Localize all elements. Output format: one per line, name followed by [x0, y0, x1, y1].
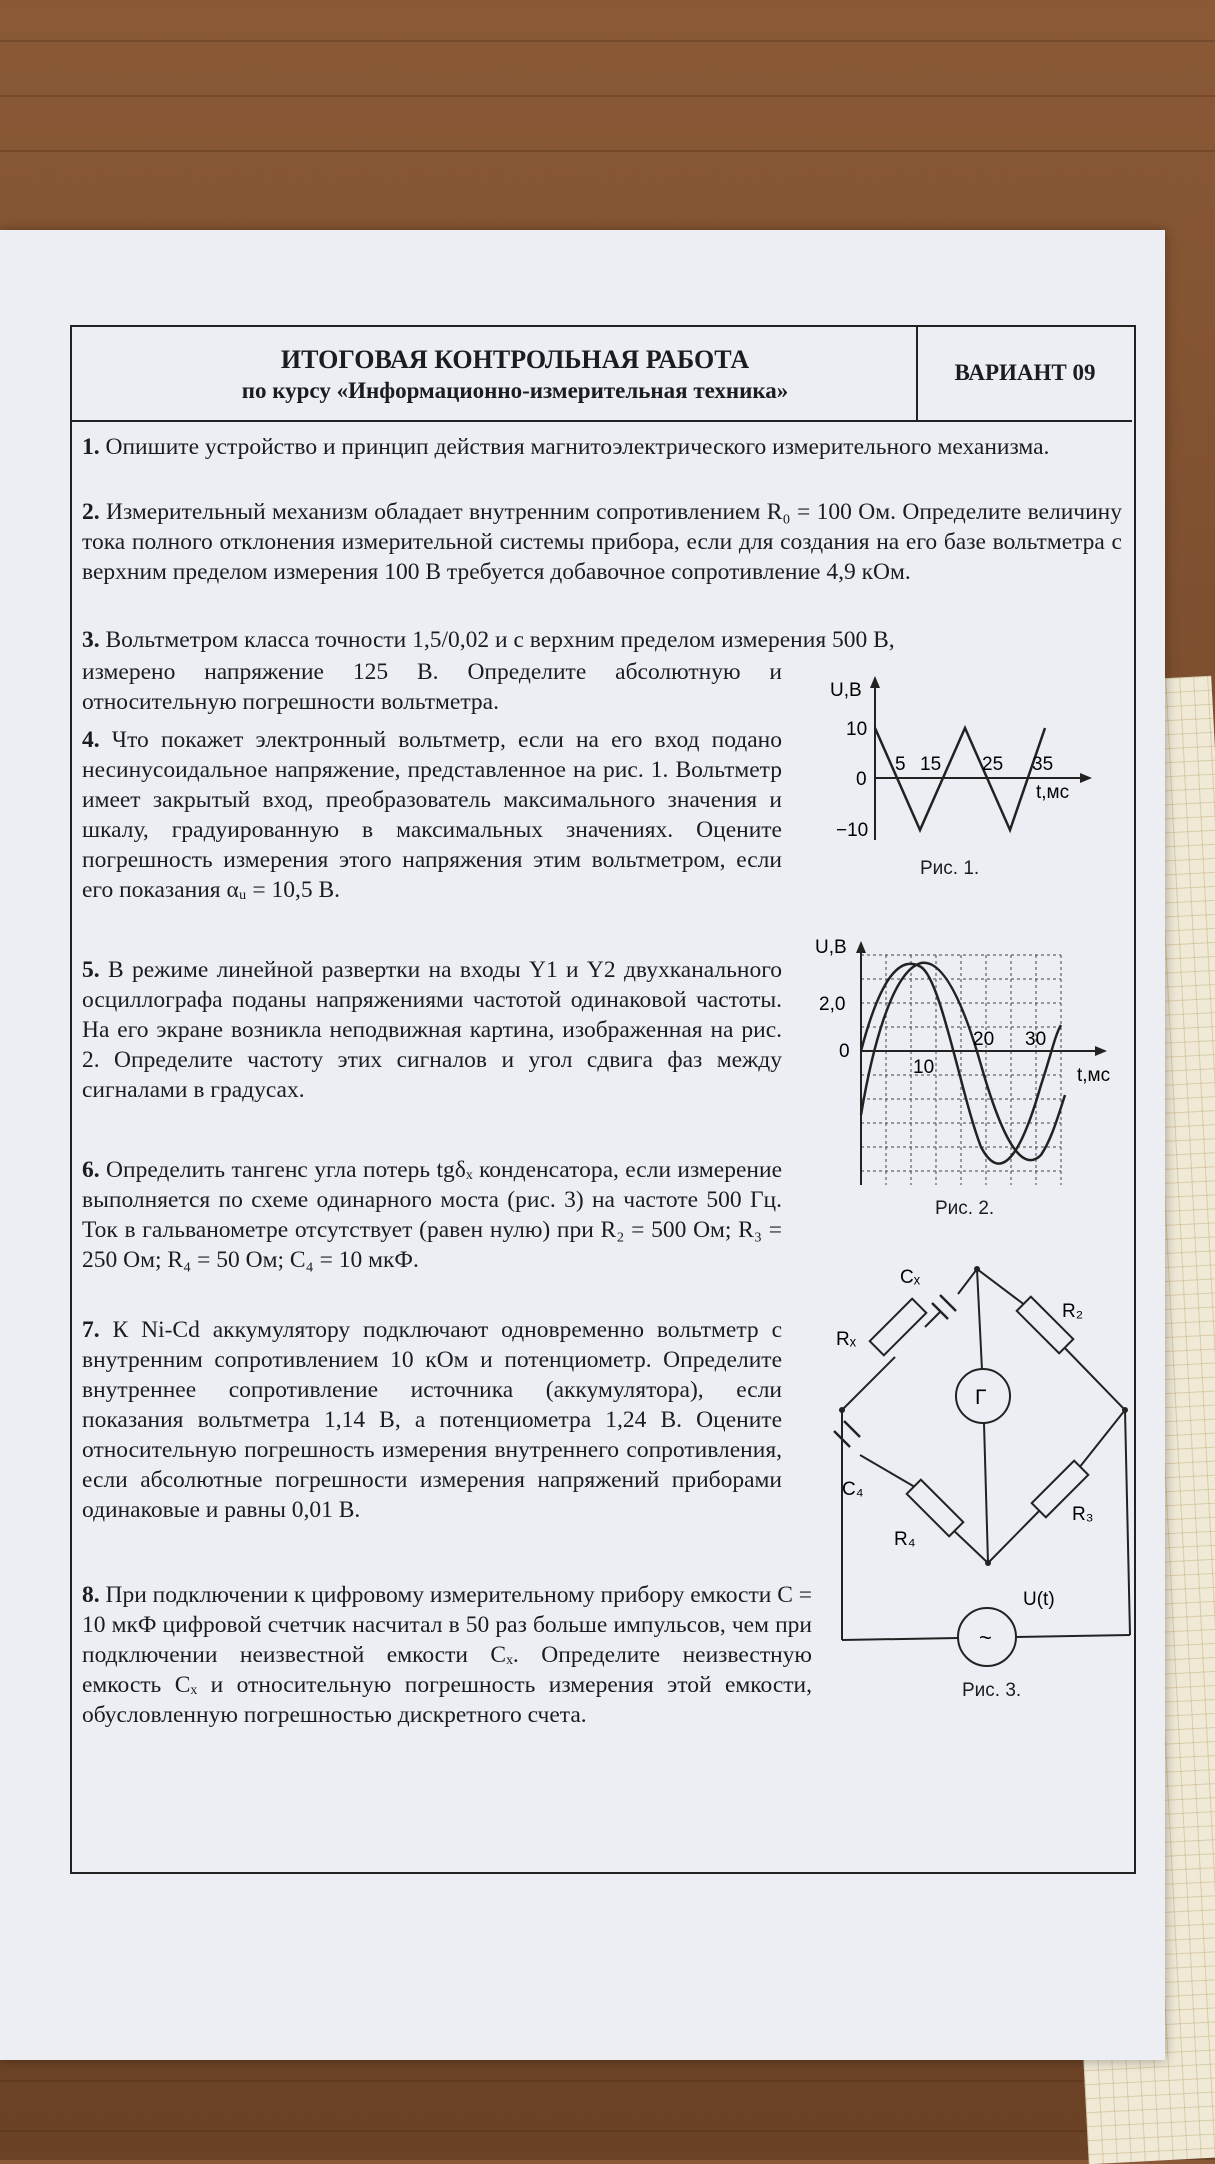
task-text: Опишите устройство и принцип действия магнитоэлектрического измерительного механизма. [105, 434, 1050, 460]
task-text: При подключении к цифровому измерительному прибору емкости C = 10 мкФ цифровой счетчик насчитал в 50 раз больше импульсов, чем при подключении неизвестной емкости Cₓ. Определите неизвестную емкость Cₓ и относительную погрешность измерения этой емкости, обусловленную погрешностью дискретного счета. [82, 1582, 813, 1728]
label-r4: R₄ [894, 1529, 916, 1550]
task-2 [82, 497, 1122, 587]
y-tick-10: 10 [846, 719, 868, 740]
task-number: 3. [82, 627, 100, 653]
y-axis-label: U,B [815, 937, 847, 958]
wire-r4-bottom [950, 1527, 988, 1563]
signal-y2 [861, 963, 1065, 1160]
figure-1-triangle-wave [820, 670, 1100, 860]
wire-bottom-r3 [988, 1505, 1045, 1563]
label-c4: C₄ [842, 1479, 864, 1500]
label-r2: R₂ [1062, 1301, 1084, 1322]
task-number: 2. [82, 499, 100, 525]
wire-source-bottom-right [1016, 1635, 1130, 1637]
wire-left-top [842, 1357, 895, 1410]
label-rx: Rₓ [836, 1329, 856, 1350]
task-text: Что покажет электронный вольтметр, если на его вход подано несинусоидальное напряжение, представленное на рис. 1. Вольтметр имеет закрытый вход, преобразователь максимального значения и шкалу, градуированную в максимальных значениях. Оцените погрешность измерения этого напряжения этим вольтметром, если его показания αᵤ = 10,5 В. [82, 727, 782, 903]
label-r3: R₃ [1072, 1504, 1094, 1525]
wire-cx-top [958, 1269, 977, 1294]
task-text: Измерительный механизм обладает внутренним сопротивлением R₀ = 100 Ом. Определите величину тока полного отклонения измерительной системы прибора, если для создания на его базе вольтметра с верхним пределом измерения 100 В требуется добавочное сопротивление 4,9 кОм. [82, 499, 1122, 585]
task-8 [82, 1580, 812, 1730]
task-6 [82, 1155, 782, 1275]
task-number: 1. [82, 434, 100, 460]
x-tick-30: 30 [1025, 1029, 1047, 1050]
node-bottom [985, 1560, 991, 1566]
task-4 [82, 725, 782, 905]
wire-top-r2 [977, 1269, 1030, 1309]
label-source: U(t) [1023, 1589, 1055, 1610]
task-text: К Ni-Cd аккумулятору подключают одновременно вольтметр с внутренним сопротивлением 10 кОм и потенциометр. Определите внутреннее сопротивление источника (аккумулятора), если показания вольтметра 1,14 В, а потенциометра 1,24 В. Оцените относительную погрешность измерения внутреннего сопротивления, если абсолютные погрешности измерения напряжений приборами одинаковые и равны 0,01 В. [82, 1317, 782, 1523]
x-axis-label: t,мс [1036, 782, 1070, 803]
resistor-r4 [907, 1480, 964, 1537]
x-axis-label: t,мс [1077, 1065, 1111, 1086]
y-tick-0: 0 [856, 769, 867, 790]
y-tick-0: 0 [839, 1041, 850, 1062]
x-tick-35: 35 [1032, 754, 1054, 775]
task-text: В режиме линейной развертки на входы Y1 и Y2 двухканального осциллографа поданы напряжениями частотой одинаковой частоты. На его экране возникла неподвижная картина, изображенная на рис. 2. Определите частоту этих сигналов и угол сдвига фаз между сигналами в градусах. [82, 957, 782, 1103]
x-tick-25: 25 [982, 754, 1004, 775]
y-tick-minus10: −10 [836, 820, 869, 841]
x-axis-arrow [1095, 1046, 1107, 1056]
label-cx: Cₓ [900, 1267, 920, 1288]
wire-r3-right [1075, 1410, 1125, 1473]
figure-3-caption: Рис. 3. [962, 1680, 1022, 1701]
x-tick-10: 10 [913, 1057, 935, 1078]
figure-2-oscillogram [815, 935, 1115, 1195]
task-number: 7. [82, 1317, 100, 1343]
wire-top-galvo [977, 1269, 982, 1370]
y-tick-2: 2,0 [819, 994, 846, 1015]
figure-1-caption: Рис. 1. [920, 858, 980, 879]
task-text: Определить тангенс угла потерь tgδₓ конденсатора, если измерение выполняется по схеме одинарного моста (рис. 3) на частоте 500 Гц. Ток в гальванометре отсутствует (равен нулю) при R₂ = 500 Ом; R₃ = 250 Ом; R₄ = 50 Ом; C₄ = 10 мкФ. [82, 1157, 782, 1273]
label-galvanometer: Г [975, 1386, 987, 1409]
node-left [839, 1407, 845, 1413]
screen-grid [861, 955, 1061, 1185]
task-3-line1 [82, 625, 1122, 655]
y-axis-arrow [856, 941, 866, 953]
variant-label: ВАРИАНТ 09 [954, 360, 1096, 385]
wire-source-bottom-left [842, 1638, 958, 1640]
task-7 [82, 1315, 782, 1525]
x-tick-15: 15 [920, 754, 942, 775]
wire-r2-right [1060, 1343, 1125, 1410]
y-axis-label: U,B [830, 680, 862, 701]
x-axis-arrow [1080, 773, 1092, 783]
task-3-rest [82, 657, 782, 717]
wire-c4-r4 [860, 1455, 920, 1490]
wire-galvo-bottom [984, 1423, 988, 1563]
wire-source-right [1125, 1410, 1130, 1635]
source-symbol: ~ [979, 1625, 992, 1650]
node-top [974, 1266, 980, 1272]
capacitor-c4 [834, 1421, 860, 1447]
resistor-rx [870, 1299, 927, 1356]
x-tick-5: 5 [895, 754, 906, 775]
y-axis-arrow [870, 676, 880, 688]
x-tick-20: 20 [973, 1029, 995, 1050]
task-number: 4. [82, 727, 100, 753]
task-5 [82, 955, 782, 1105]
node-right [1122, 1407, 1128, 1413]
task-1 [82, 432, 1122, 462]
wire-rx-cx [925, 1312, 940, 1327]
task-text: измерено напряжение 125 В. Определите абсолютную и относительную погрешности вольтметра. [82, 659, 782, 715]
task-number: 8. [82, 1582, 100, 1608]
figure-3-bridge-circuit [820, 1255, 1140, 1675]
page-title: ИТОГОВАЯ КОНТРОЛЬНАЯ РАБОТА [280, 345, 750, 374]
task-number: 6. [82, 1157, 100, 1183]
figure-2-caption: Рис. 2. [935, 1198, 995, 1219]
page-subtitle: по курсу «Информационно-измерительная техника» [241, 378, 789, 403]
task-text: Вольтметром класса точности 1,5/0,02 и с верхним пределом измерения 500 В, [105, 627, 895, 653]
task-number: 5. [82, 957, 100, 983]
